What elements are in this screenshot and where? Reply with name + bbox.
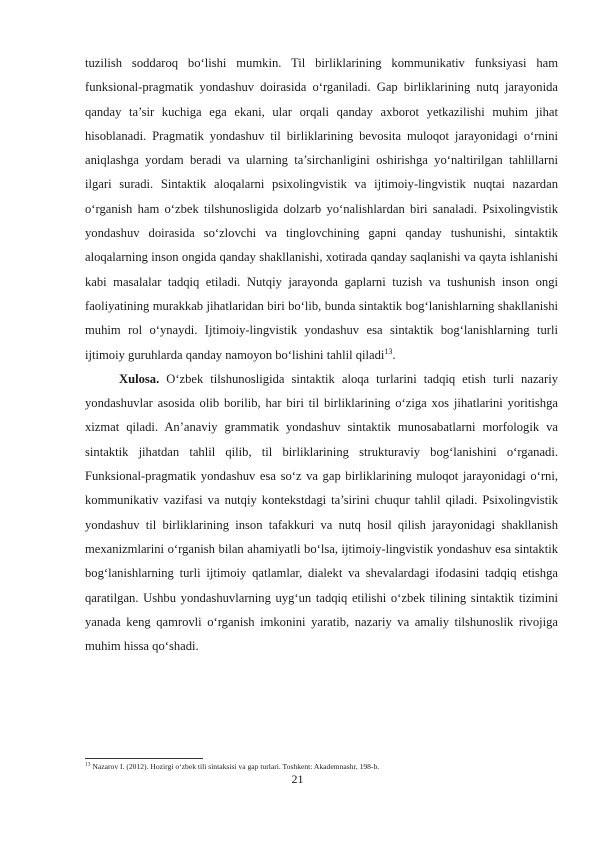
footnote-number: 13 [85, 761, 91, 768]
footnote-reference[interactable]: 13 [384, 346, 393, 356]
paragraph-1-end: . [392, 347, 396, 362]
paragraph-1-text: tuzilish soddaroq bo‘lishi mumkin. Til birliklarining kommunikativ funksiyasi ham funksional-pragmatik yondashuv doirasida o‘rganiladi. Gap birliklarining nutq jarayonida qanday ta’sir kuchiga ega ekani, ular orqali qanday axborot yetkazilishi muhim jihat hisoblanadi. Pragmatik yondashuv til birliklarining bevosita muloqot jarayonidagi o‘rnini aniqlashga yordam beradi va ularning ta’sirchanligini oshirishga yo‘naltirilgan tahlillarni ilgari suradi. Sintaktik aloqalarni psixolingvistik va ijtimoiy-lingvistik nuqtai nazardan o‘rganish ham o‘zbek tilshunosligida dolzarb yo‘nalishlardan biri sanaladi. Psixolingvistik yondashuv doirasida so‘zlovchi va tinglovchining gapni qanday tushunishi, sintaktik aloqalarning inson ongida qanday shakllanishi, xotirada qanday saqlanishi va qayta ishlanishi kabi masalalar tadqiq etiladi. Nutqiy jarayonda gaplarni tuzish va tushunish inson ongi faoliyatining murakkab jihatlaridan biri bo‘lib, bunda sintaktik bog‘lanishlarning shakllanishi muhim rol o‘ynaydi. Ijtimoiy-lingvistik yondashuv esa sintaktik bog‘lanishlarning turli ijtimoiy guruhlarda qanday namoyon bo‘lishini tahlil qiladi [85, 56, 558, 362]
footnote-divider [85, 758, 203, 759]
page-number: 21 [291, 772, 304, 786]
conclusion-text: O‘zbek tilshunosligida sintaktik aloqa turlarini tadqiq etish turli nazariy yondashuvlar asosida olib borilib, har biri til birliklarining o‘ziga xos jihatlarini yoritishga xizmat qiladi. An’anaviy grammatik yondashuv sintaktik munosabatlarni morfologik va sintaktik jihatdan tahlil qilib, til birliklarining strukturaviy bog‘lanishini o‘rganadi. Funksional-pragmatik yondashuv esa so‘z va gap birliklarining muloqot jarayonidagi o‘rni, kommunikativ vazifasi va nutqiy kontekstdagi ta’sirini chuqur tahlil qiladi. Psixolingvistik yondashuv til birliklarining inson tafakkuri va nutq hosil qilish jarayonidagi shakllanish mexanizmlarini o‘rganish bilan ahamiyatli bo‘lsa, ijtimoiy-lingvistik yondashuv esa sintaktik bog‘lanishlarning turli ijtimoiy qatlamlar, dialekt va shevalardagi ifodasini tadqiq etishga qaratilgan. Ushbu yondashuvlarning uyg‘un tadqiq etilishi o‘zbek tilining sintaktik tizimini yanada keng qamrovli o‘rganish imkonini yaratib, nazariy va amaliy tilshunoslik rivojiga muhim hissa qo‘shadi. [85, 371, 558, 654]
main-text [85, 51, 558, 658]
paragraph-1 [85, 51, 558, 367]
footnote-text: Nazarov I. (2012). Hozirgi o‘zbek tili sintaksisi va gap turlari. Toshkent: Akademnashr, 198-b. [90, 762, 380, 771]
footnote [85, 762, 558, 772]
conclusion-heading: Xulosa. [119, 371, 160, 386]
paragraph-conclusion [85, 367, 558, 659]
